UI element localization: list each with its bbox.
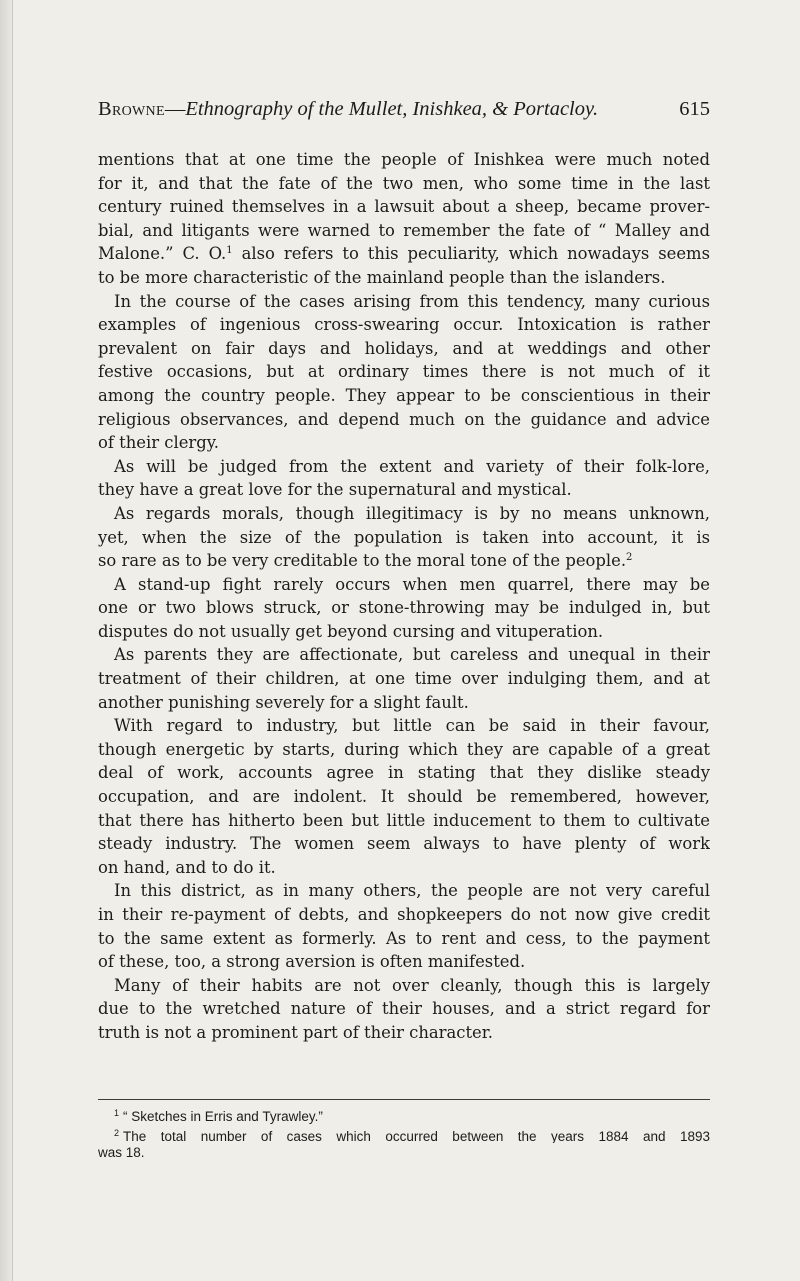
page-binding-edge	[0, 0, 13, 1281]
text-segment: so rare as to be very creditable to the moral tone of the people.	[98, 551, 627, 571]
running-head	[98, 94, 710, 124]
footnote-ref: 1	[226, 245, 233, 257]
text-line: As regards morals, though illegitimacy is by no means unknown,	[114, 503, 710, 523]
text-line: of these, too, a strong aversion is often manifested.	[98, 952, 526, 972]
text-line: In this district, as in many others, the people are not very careful	[114, 881, 710, 901]
text-line: treatment of their children, at one time over indulging them, and at	[98, 669, 710, 689]
footnote-text: The total number of cases which occurred between the years 1884 and 1893	[123, 1128, 710, 1143]
text-line: for it, and that the fate of the two men, who some time in the last	[98, 173, 710, 193]
text-line: they have a great love for the supernatural and mystical.	[98, 480, 572, 500]
text-line: deal of work, accounts agree in stating that they dislike steady	[98, 763, 710, 783]
text-line: examples of ingenious cross-swearing occur. Intoxication is rather	[98, 315, 710, 335]
text-segment: Malone.” C. O.	[98, 244, 227, 264]
text-line: steady industry. The women seem always to have plenty of work	[98, 834, 710, 854]
text-line: As parents they are affectionate, but careless and unequal in their	[114, 645, 710, 665]
text-line: As will be judged from the extent and variety of their folk-lore,	[114, 456, 710, 476]
footnotes	[98, 1104, 710, 1163]
text-line: on hand, and to do it.	[98, 857, 276, 877]
running-head-author: Browne	[98, 98, 165, 120]
running-head-separator: —	[164, 98, 186, 120]
text-line	[98, 549, 710, 573]
text-line: In the course of the cases arising from this tendency, many curious	[114, 291, 710, 311]
text-line: that there has hitherto been but little inducement to them to cultivate	[98, 810, 710, 830]
text-line: disputes do not usually get beyond cursing and vituperation.	[98, 621, 604, 641]
text-line: festive occasions, but at ordinary times there is not much of it	[98, 362, 710, 382]
text-line: occupation, and are indolent. It should be remembered, however,	[98, 787, 710, 807]
page-number: 615	[679, 98, 710, 120]
text-line: A stand-up fight rarely occurs when men quarrel, there may be	[114, 574, 710, 594]
text-line: century ruined themselves in a lawsuit about a sheep, became prover-	[98, 197, 710, 217]
footnote-mark: 2	[114, 1127, 120, 1138]
text-line: Many of their habits are not over cleanly, though this is largely	[114, 975, 710, 995]
footnote	[98, 1104, 710, 1124]
text-line: mentions that at one time the people of Inishkea were much noted	[98, 150, 710, 169]
footnote-divider	[98, 1099, 710, 1100]
text-line: another punishing severely for a slight fault.	[98, 692, 469, 712]
text-segment: also refers to this peculiarity, which nowadays seems	[232, 244, 710, 264]
text-line: in their re-payment of debts, and shopkeepers do not now give credit	[98, 905, 710, 924]
text-line: truth is not a prominent part of their character.	[98, 1022, 493, 1042]
footnote-text: “ Sketches in Erris and Tyrawley.”	[123, 1109, 323, 1124]
text-line: one or two blows struck, or stone-throwing may be indulged in, but	[98, 598, 710, 618]
running-head-title: Ethnography of the Mullet, Inishkea, & Portacloy.	[185, 98, 599, 120]
text-line: though energetic by starts, during which they are capable of a great	[98, 739, 710, 759]
footnote-continuation: was 18.	[98, 1145, 145, 1160]
text-line: among the country people. They appear to be conscientious in their	[98, 385, 710, 405]
text-line: to the same extent as formerly. As to rent and cess, to the payment	[98, 928, 710, 948]
text-line: With regard to industry, but little can be said in their favour,	[114, 716, 710, 736]
text-line: of their clergy.	[98, 433, 220, 453]
footnote-ref: 2	[626, 552, 633, 564]
text-line: due to the wretched nature of their houses, and a strict regard for	[98, 999, 710, 1019]
text-line	[98, 242, 710, 266]
footnote	[98, 1124, 710, 1144]
text-line: yet, when the size of the population is taken into account, it is	[98, 527, 710, 547]
text-line: to be more characteristic of the mainland people than the islanders.	[98, 267, 666, 287]
text-line: bial, and litigants were warned to remember the fate of “ Malley and	[98, 220, 710, 240]
footnote-mark: 1	[114, 1108, 120, 1118]
body-text	[98, 148, 710, 1045]
text-line: religious observances, and depend much on the guidance and advice	[98, 409, 710, 429]
text-line: prevalent on fair days and holidays, and at weddings and other	[98, 338, 710, 358]
